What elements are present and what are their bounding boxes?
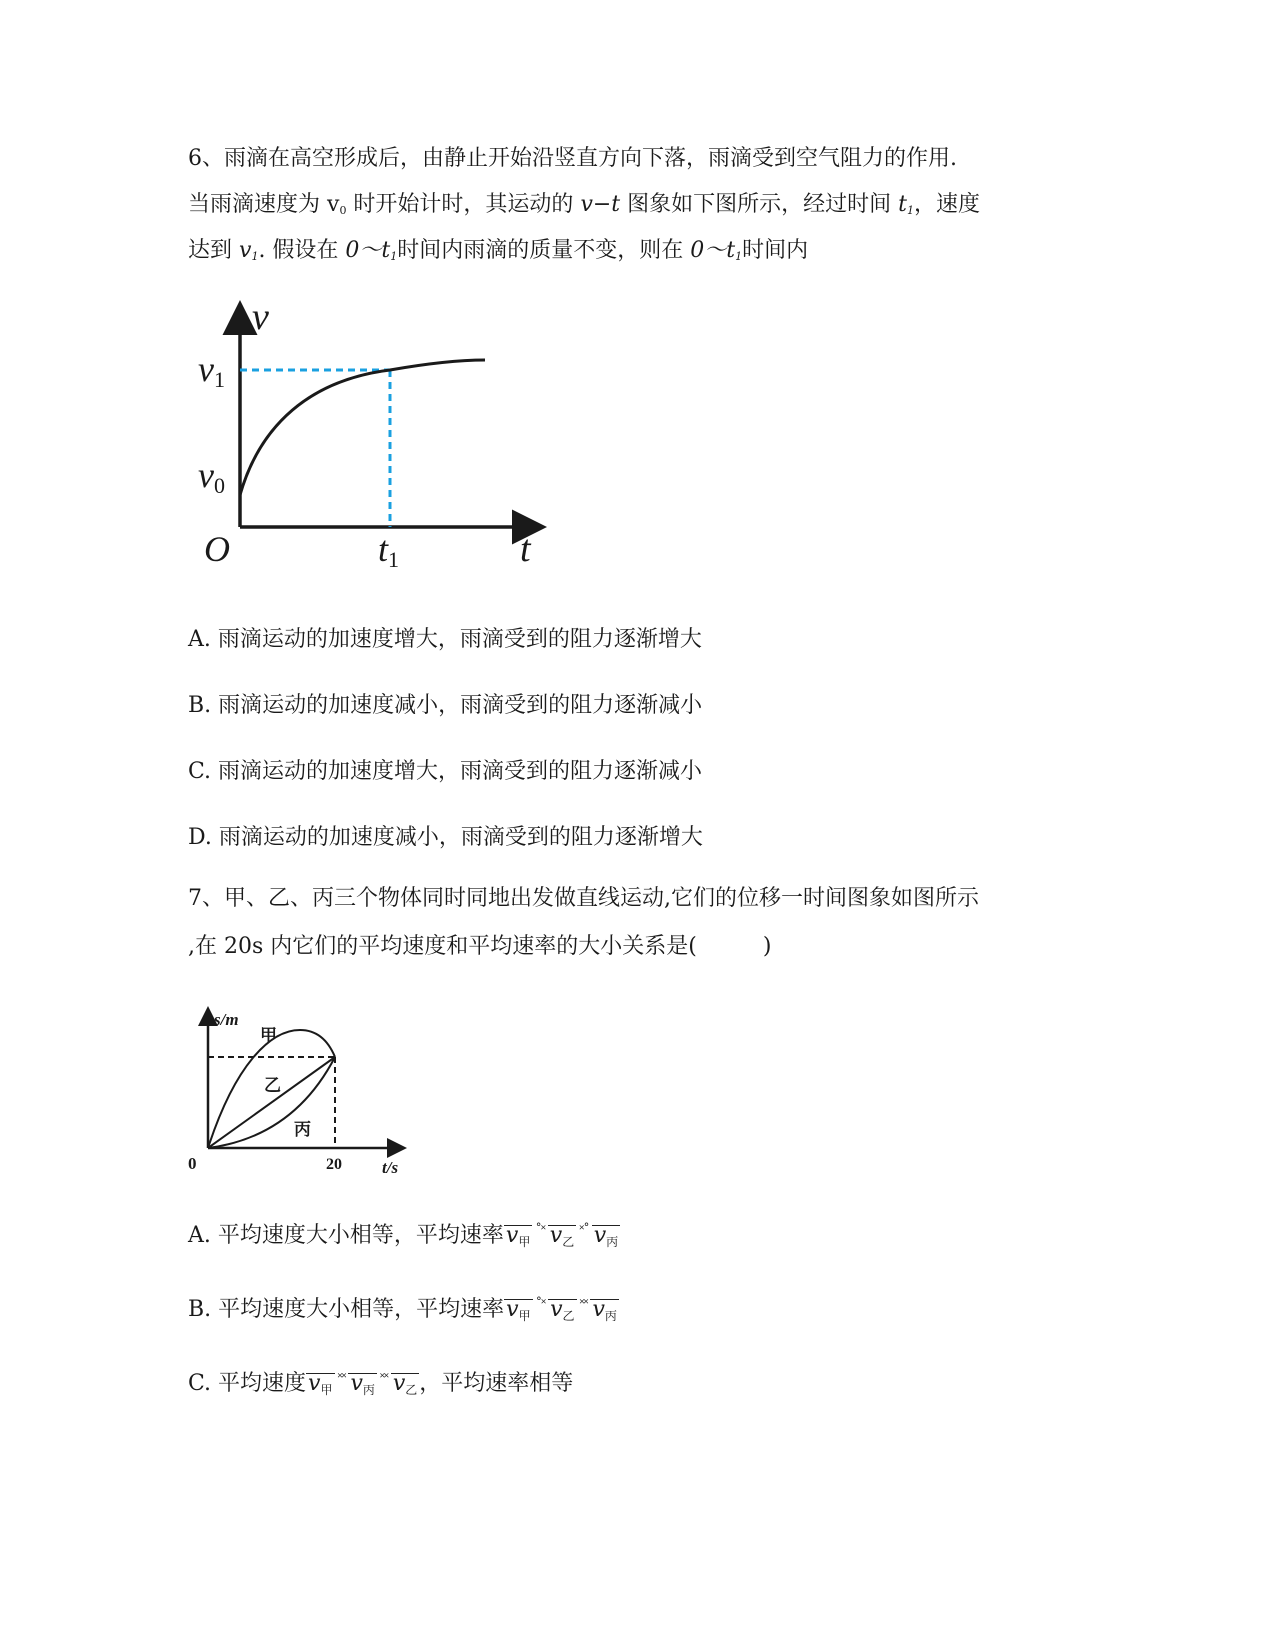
v-bing: v丙 [593, 1223, 619, 1249]
relation-symbol: ˟˟ [579, 1297, 588, 1312]
q6-line2-d: ，速度 [913, 192, 980, 217]
v-bing: v丙 [350, 1371, 375, 1397]
q7-label-jia: 甲 [260, 1026, 277, 1045]
q7-origin-label: 0 [188, 1154, 197, 1173]
q6-line3-c: 时间内雨滴的质量不变，则在 [397, 238, 691, 263]
q6-origin-label: O [204, 529, 230, 569]
v-bing: v丙 [592, 1297, 617, 1323]
q6-line2-sub: 0 [339, 204, 347, 217]
q6-v0-label: v0 [198, 455, 225, 498]
q6-t: t [898, 192, 907, 217]
q6-option-b[interactable]: B. 雨滴运动的加速度减小，雨滴受到的阻力逐渐减小 [188, 693, 703, 718]
q6-option-d[interactable]: D. 雨滴运动的加速度减小，雨滴受到的阻力逐渐增大 [188, 825, 703, 850]
q7-option-c-text: C. 平均速度 [188, 1371, 307, 1396]
q6-line1: 6、雨滴在高空形成后，由静止开始沿竖直方向下落，雨滴受到空气阻力的作用. [188, 146, 957, 171]
v-jia: v甲 [505, 1223, 531, 1249]
q6-vt-graph [190, 295, 560, 585]
v-yi: v乙 [392, 1371, 418, 1397]
q7-option-a[interactable] [188, 1218, 620, 1250]
relation-symbol: ˚˟ [535, 1223, 545, 1238]
q6-line2-c: 图象如下图所示，经过时间 [620, 192, 899, 217]
q6-range2-sub: 1 [735, 250, 743, 263]
q7-st-graph [180, 1005, 420, 1185]
v-yi: v乙 [549, 1223, 575, 1249]
q6-x-axis-label: t [520, 528, 531, 570]
q6-v1-label: v1 [198, 349, 225, 392]
q6-range2: 0～t [690, 238, 736, 263]
relation-symbol: ˟˟ [337, 1371, 346, 1386]
q7-option-c[interactable] [188, 1366, 573, 1398]
q7-line1: 7、甲、乙、丙三个物体同时同地出发做直线运动,它们的位移一时间图象如图所示 [188, 886, 979, 911]
q6-line3-a: 达到 [188, 238, 239, 263]
q6-line3-b: . 假设在 [258, 238, 346, 263]
v-jia: v甲 [506, 1297, 531, 1323]
q6-vt: v−t [580, 192, 621, 217]
q6-range1-sub: 1 [390, 250, 398, 263]
q6-line2 [188, 190, 980, 226]
q6-option-c[interactable]: C. 雨滴运动的加速度增大，雨滴受到的阻力逐渐减小 [188, 759, 703, 784]
q7-line2: ,在 20s 内它们的平均速度和平均速率的大小关系是( ) [188, 934, 772, 959]
q6-line2-b: 时开始计时，其运动的 [346, 192, 581, 217]
q6-line2-a: 当雨滴速度为 v [188, 192, 340, 217]
q6-v1: v [239, 238, 252, 263]
q7-line-yi [208, 1057, 335, 1148]
q7-label-bing: 丙 [294, 1120, 311, 1139]
v-yi: v乙 [550, 1297, 575, 1323]
q7-option-a-text: A. 平均速度大小相等，平均速率 [188, 1223, 504, 1248]
v-jia: v甲 [308, 1371, 333, 1397]
q6-line3 [188, 236, 808, 272]
q7-x-tick-20: 20 [326, 1156, 342, 1173]
q6-range1: 0～t [345, 238, 391, 263]
q6-velocity-curve [240, 360, 485, 495]
relation-symbol: ˚˟ [535, 1297, 546, 1312]
q7-option-b-text: B. 平均速度大小相等，平均速率 [188, 1297, 505, 1322]
q7-y-axis-label: s/m [214, 1010, 239, 1029]
q6-option-a[interactable]: A. 雨滴运动的加速度增大，雨滴受到的阻力逐渐增大 [188, 627, 702, 652]
q6-y-axis-label: v [252, 296, 269, 338]
q7-label-yi: 乙 [264, 1076, 281, 1095]
relation-symbol: ˟˚ [579, 1223, 589, 1238]
q7-option-c-tail: ，平均速率相等 [419, 1371, 574, 1396]
q6-v1-sub: 1 [251, 250, 259, 263]
relation-symbol: ˟˟ [379, 1371, 388, 1386]
q7-x-axis-label: t/s [382, 1158, 399, 1177]
q6-line3-d: 时间内 [742, 238, 809, 263]
q6-t-sub: 1 [906, 204, 914, 217]
q6-t1-label: t1 [378, 529, 400, 572]
q7-option-b[interactable] [188, 1292, 619, 1324]
